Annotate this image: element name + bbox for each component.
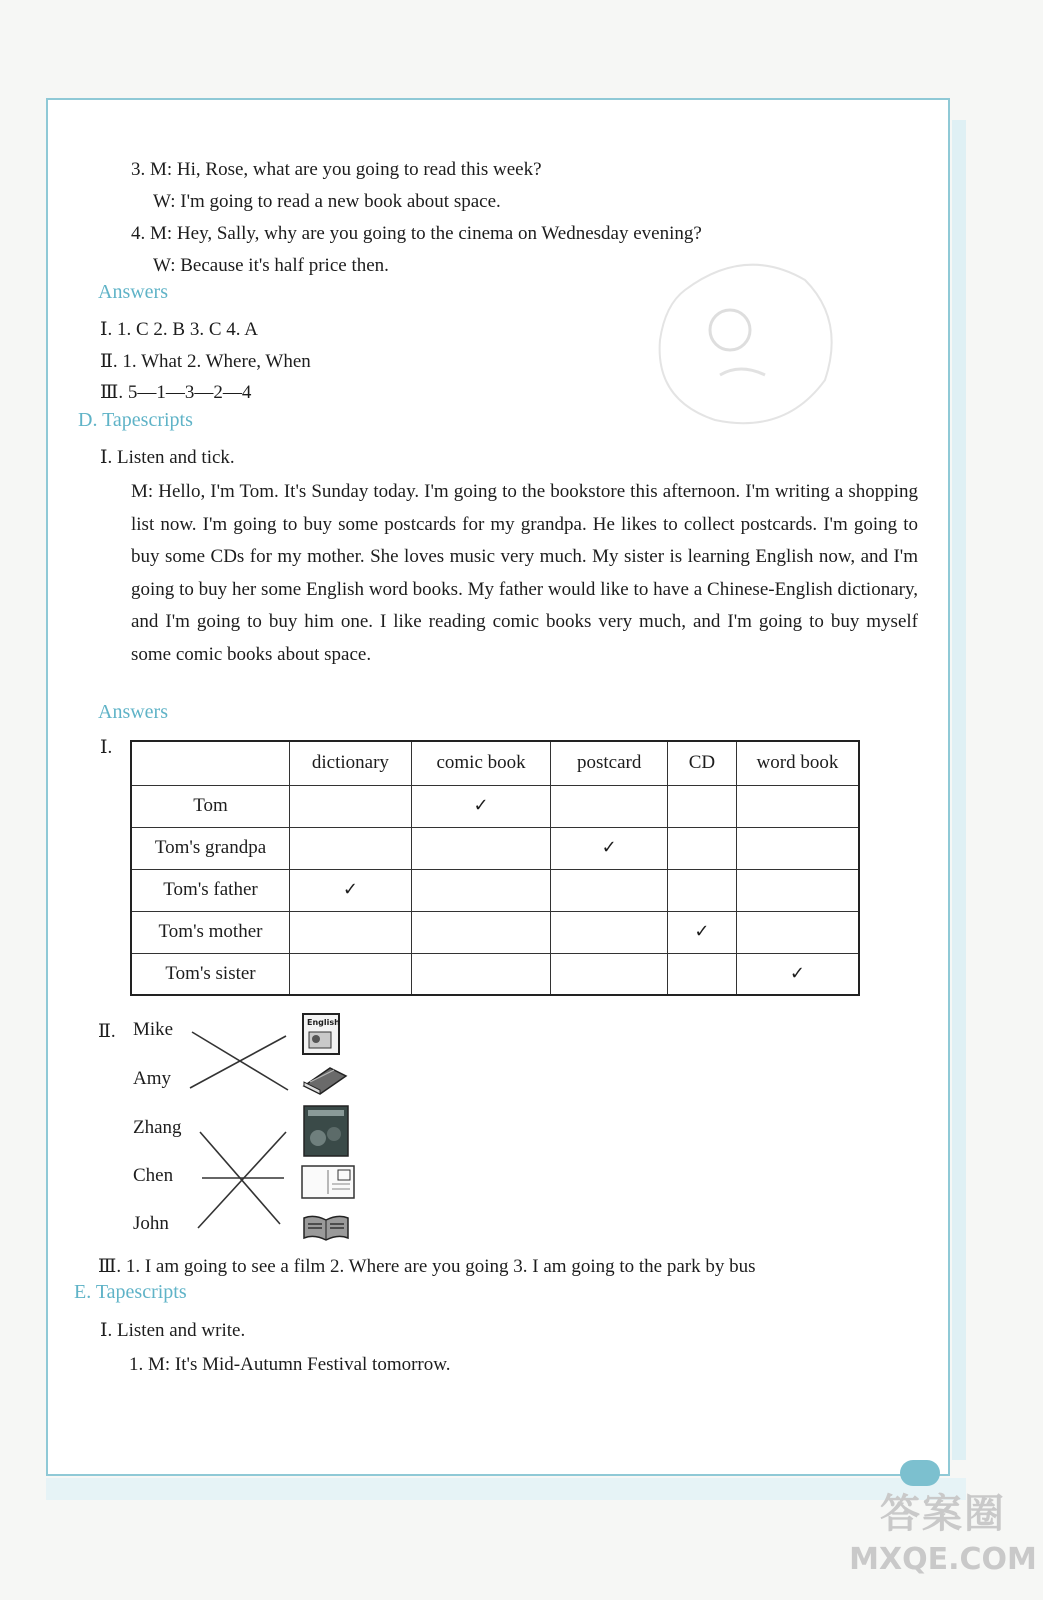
check-cell [736,785,859,827]
watermark [848,1488,1038,1593]
check-mark: ✓ [601,837,617,858]
answers-heading-2: Answers [98,701,168,723]
table-row [131,827,859,869]
watermark-line-1: 答案圈 [880,1491,1006,1537]
table-header-cell [131,741,290,785]
table-row [131,911,859,953]
comic-book-icon [302,1104,350,1163]
name-chen: Chen [133,1165,174,1186]
check-cell [290,911,412,953]
roman-two-label: Ⅱ. [98,1021,116,1042]
check-cell [551,869,668,911]
row-name-cell: Tom's grandpa [131,827,290,869]
check-cell [290,869,412,911]
answer-line-3: Ⅲ. 5—1—3—2—4 [100,382,252,403]
open-book-icon [302,1212,350,1247]
check-cell [411,953,551,995]
watermark-line-2: MXQE.COM [849,1542,1037,1577]
answers-heading: Answers [98,281,168,303]
check-cell [736,911,859,953]
section-e-line-1: 1. M: It's Mid-Autumn Festival tomorrow. [129,1354,451,1375]
table-row [131,785,859,827]
name-zhang: Zhang [133,1117,182,1138]
table-header-cell: word book [736,741,859,785]
dialogue-line-3w: W: I'm going to read a new book about space. [153,191,501,212]
check-cell [668,911,737,953]
row-name-cell: Tom's sister [131,953,290,995]
part-three-answers: Ⅲ. 1. I am going to see a film 2. Where are you going 3. I am going to the park by bus [98,1256,756,1277]
dictionary-icon [300,1064,348,1101]
section-e-subheading: Ⅰ. Listen and write. [100,1320,246,1341]
page-number-tab [900,1460,940,1486]
check-cell [290,953,412,995]
dialogue-line-4m: 4. M: Hey, Sally, why are you going to the cinema on Wednesday evening? [131,223,702,244]
name-john: John [133,1213,169,1234]
table-header-cell: dictionary [290,741,412,785]
check-cell [411,911,551,953]
dialogue-line-3m: 3. M: Hi, Rose, what are you going to read this week? [131,159,542,180]
name-mike: Mike [133,1019,174,1040]
check-cell [290,785,412,827]
check-cell [290,827,412,869]
check-mark: ✓ [342,879,358,900]
check-cell [551,785,668,827]
table-header-cell: postcard [551,741,668,785]
check-cell [551,827,668,869]
english-book-icon [300,1012,344,1063]
check-cell [668,953,737,995]
answer-table [130,740,860,996]
check-cell [551,953,668,995]
row-name-cell: Tom's father [131,869,290,911]
table-row [131,953,859,995]
answer-line-2: Ⅱ. 1. What 2. Where, When [100,351,311,372]
section-d-heading: D. Tapescripts [78,409,193,431]
name-amy: Amy [133,1068,171,1089]
side-band [952,120,966,1460]
bottom-band [46,1478,966,1500]
check-cell [668,869,737,911]
check-cell [668,785,737,827]
dialogue-line-4w: W: Because it's half price then. [153,255,389,276]
section-e-heading: E. Tapescripts [74,1281,187,1303]
table-row [131,869,859,911]
check-cell [668,827,737,869]
postcard-icon [300,1164,356,1205]
check-cell [551,911,668,953]
check-cell [736,827,859,869]
check-cell [736,869,859,911]
check-cell [736,953,859,995]
check-cell [411,785,551,827]
check-mark: ✓ [473,795,489,816]
table-header-cell: comic book [411,741,551,785]
check-mark: ✓ [694,921,710,942]
row-name-cell: Tom [131,785,290,827]
tapescript-paragraph: M: Hello, I'm Tom. It's Sunday today. I'm going to the bookstore this afternoon. I'm writing a shopping list now. I'm going to buy some postcards for my grandpa. He likes to collect postcards. I'm going to buy some CDs for my mother. She loves music very much. My sister is learning English now, and I'm going to buy her some English word books. My father would like to have a Chinese-English dictionary, and I'm going to buy him one. I like reading comic books very much, and I'm going to buy myself some comic books about space. [131,481,918,665]
english-book-label: English [307,1018,340,1027]
faint-logo-decoration [645,250,845,440]
check-cell [411,827,551,869]
check-mark: ✓ [789,962,805,984]
section-d-subheading: Ⅰ. Listen and tick. [100,447,235,468]
check-cell [411,869,551,911]
roman-one-label: Ⅰ. [100,737,113,758]
table-header-cell: CD [668,741,737,785]
row-name-cell: Tom's mother [131,911,290,953]
answer-line-1: Ⅰ. 1. C 2. B 3. C 4. A [100,319,258,340]
matching-lines [180,1020,295,1240]
table-header-row [131,741,859,785]
